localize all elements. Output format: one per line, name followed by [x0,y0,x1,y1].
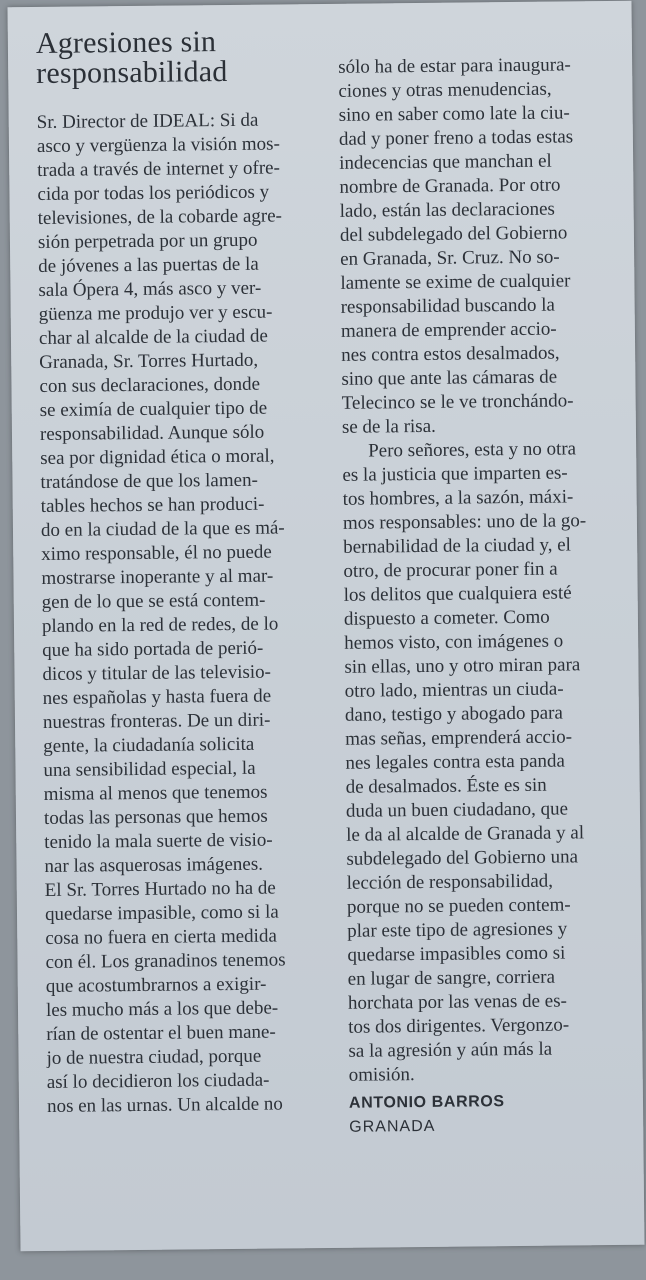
text-line: trada a través de internet y ofre- [37,157,280,181]
text-line: televisiones, de la cobarde agre- [37,205,283,229]
text-line: se eximía de cualquier tipo de [39,397,268,421]
text-line: mas señas, emprenderá accio- [345,726,573,750]
text-line: nes contra estos desalmados, [341,342,560,366]
text-line: sala Ópera 4, más asco y ver- [38,277,262,301]
text-line: dano, testigo y abogado para [344,702,563,726]
text-line: nar las asquerosas imágenes. [44,853,264,877]
left-column-body [37,108,333,1119]
text-line: en lugar de sangre, corriera [347,966,556,990]
text-line: cida por todas los periódicos y [37,181,270,205]
right-column-paragraph-1 [338,53,627,440]
left-column [36,4,333,1119]
text-line: se de la risa. [341,415,436,438]
text-line: gen de lo que se está contem- [41,589,266,613]
text-line: los delitos que cualquiera esté [343,582,572,606]
text-line: sión perpetrada por un grupo [37,229,258,253]
text-line: mostrarse inoperante y al mar- [41,565,274,589]
text-line: lado, están las declaraciones [339,198,555,222]
text-line: sea por dignidad ética o moral, [40,445,275,469]
headline-line-2: responsabilidad [36,55,228,91]
text-line: gente, la ciudadanía solicita [43,733,255,757]
text-line: bernabilidad de la ciudad y, el [343,534,572,558]
text-line: responsabilidad. Aunque sólo [39,421,265,445]
text-line: otro, de procurar poner fin a [343,558,558,582]
text-line: Pero señores, esta y no otra [368,438,577,462]
text-line: subdelegado del Gobierno una [346,846,579,870]
text-line: dad y poner freno a todas estas [338,126,574,150]
text-line: de jóvenes a las puertas de la [38,253,259,277]
text-line: que acostumbrarnos a exigir- [45,973,267,997]
text-line: ximo responsable, él no puede [41,541,272,565]
text-line: do en la ciudad de la que es má- [40,517,285,541]
article-headline [36,4,322,89]
text-line: nuestras fronteras. De un diri- [42,709,271,733]
text-line: El Sr. Torres Hurtado no ha de [44,877,276,901]
text-line: horchata por las venas de es- [347,990,567,1014]
text-line: sa la agresión y aún más la [348,1038,553,1062]
text-line: indecencias que manchan el [339,150,552,174]
text-line: sin ellas, uno y otro miran para [344,654,581,678]
text-line: misma al menos que tenemos [43,781,268,805]
text-line: plando en la red de redes, de lo [41,613,279,637]
text-line: duda un buen ciudadano, que [345,798,569,822]
text-line: nes españolas y hasta fuera de [42,685,272,709]
text-line: sólo ha de estar para inaugura- [338,54,571,78]
text-line: tos hombres, a la sazón, máxi- [342,486,574,510]
text-line: es la justicia que imparten es- [342,462,568,486]
text-line: del subdelegado del Gobierno [339,222,568,246]
text-line: sino en saber como late la ciu- [338,102,570,126]
text-line: en Granada, Sr. Cruz. No so- [340,246,560,270]
text-line: que ha sido portada de perió- [42,637,264,661]
newspaper-clipping [8,1,645,1251]
text-line: lección de responsabilidad, [346,870,554,894]
text-line: char al alcalde de la ciudad de [38,325,268,349]
text-line: nes legales contra esta panda [345,750,566,774]
text-line: todas las personas que hemos [43,805,268,829]
text-line: Telecinco se le ve tronchándo- [341,390,574,414]
text-line: Granada, Sr. Torres Hurtado, [39,349,259,373]
text-line: mos responsables: uno de la go- [342,510,587,534]
text-line: quedarse impasibles como si [347,942,566,966]
text-line: una sensibilidad especial, la [43,757,256,781]
text-line: quedarse impasible, como si la [44,901,279,925]
text-line: asco y vergüenza la visión mos- [36,133,280,157]
text-line: manera de emprender accio- [340,318,557,342]
text-line: güenza me produjo ver y escu- [38,301,273,325]
text-line: Sr. Director de IDEAL: Si da [36,109,259,134]
text-line: de desalmados. Éste es sin [345,774,547,798]
text-line: les mucho más a los que debe- [45,997,279,1021]
author-location: GRANADA [349,1117,436,1136]
text-line: plar este tipo de agresiones y [347,918,568,942]
author-signature: ANTONIO BARROS [348,1093,505,1112]
text-line: responsabilidad buscando la [340,294,555,318]
headline-line-1: Agresiones sin [35,25,217,61]
text-line: ciones y otras menudencias, [338,78,552,102]
text-line: porque no se pueden contem- [346,894,571,918]
text-line: tratándose de que los lamen- [40,469,258,493]
text-line: tenido la mala suerte de visio- [44,829,273,853]
text-line: sino que ante las cámaras de [341,366,558,390]
text-line: otro lado, mientras un ciuda- [344,678,564,702]
text-line: nos en las urnas. Un alcalde no [46,1093,283,1117]
text-line: así lo decidieron los ciudada- [46,1069,270,1093]
text-line: nombre de Granada. Por otro [339,174,561,198]
text-line: hemos visto, con imágenes o [344,630,564,654]
text-line: rían de ostentar el buen mane- [46,1021,276,1045]
text-line: jo de nuestra ciudad, porque [46,1045,262,1069]
text-line: con él. Los granadinos tenemos [45,949,286,973]
text-line: tos dos dirigentes. Vergonzo- [348,1014,570,1038]
text-line: omisión. [348,1064,415,1086]
right-column [337,1,634,1140]
text-line: tables hechos se han produci- [40,493,265,517]
text-line: dicos y titular de las televisio- [42,661,272,685]
text-line: dispuesto a cometer. Como [343,606,550,630]
text-line: lamente se exime de cualquier [340,270,571,294]
right-column-paragraph-2 [342,437,634,1088]
text-line: cosa no fuera en cierta medida [45,925,277,949]
text-line: le da al alcalde de Granada y al [346,822,585,846]
text-line: con sus declaraciones, donde [39,373,261,397]
